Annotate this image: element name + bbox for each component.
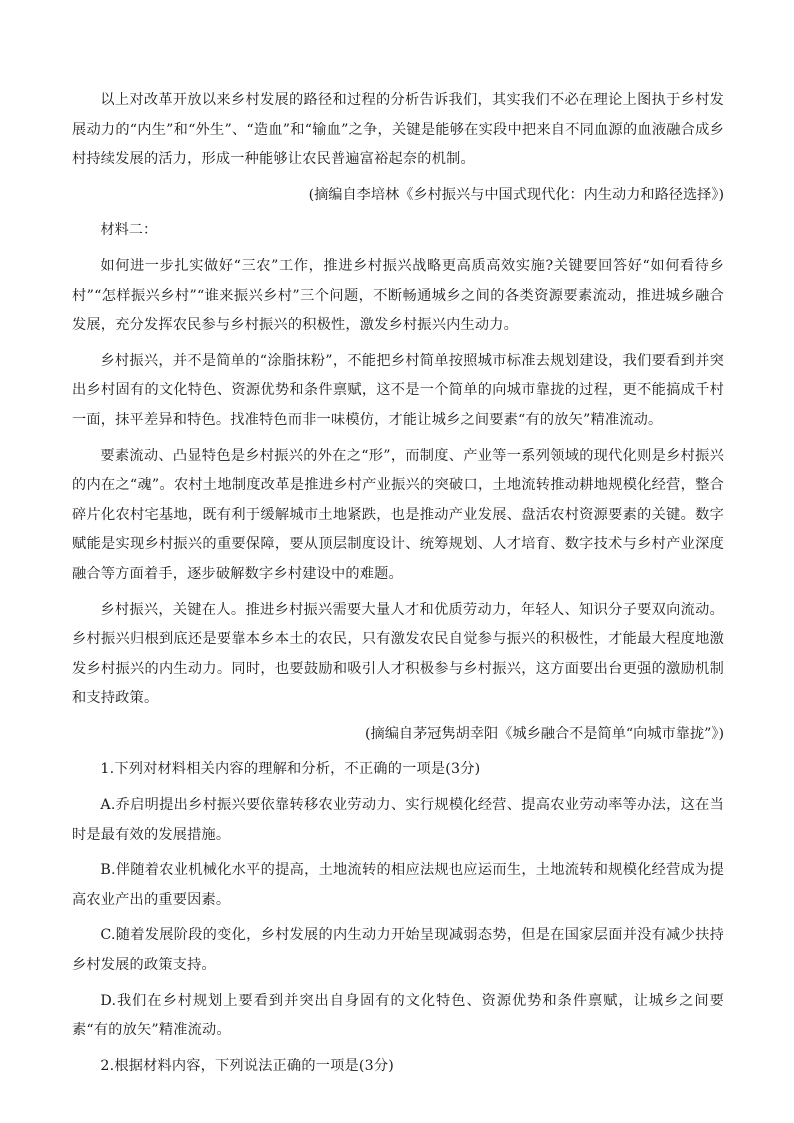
material-2-paragraph-1: 如何进一步扎实做好“三农”工作，推进乡村振兴战略更高质高效实施?关键要回答好“如何看待乡村”“怎样振兴乡村”“谁来振兴乡村”三个问题，不断畅通城乡之间的各类资源要素流动，推进城乡融合发展，充分发挥农民参与乡村振兴的积极性，激发乡村振兴内生动力。: [72, 257, 724, 334]
material-2-paragraph-2: 乡村振兴，并不是简单的“涂脂抹粉”，不能把乡村简单按照城市标准去规划建设，我们要看到并突出乡村固有的文化特色、资源优势和条件禀赋，这不是一个简单的向城市靠拢的过程，更不能搞成千村一面，抹平差异和特色。找准特色而非一味模仿，才能让城乡之间要素“有的放矢”精准流动。: [72, 352, 724, 428]
document-page: [72, 86, 724, 1087]
question-1-option-c: C.随着发展阶段的变化，乡村发展的内生动力开始呈现减弱态势，但是在国家层面并没有减少扶持乡村发展的政策支持。: [72, 927, 724, 974]
question-1-option-a: A.乔启明提出乡村振兴要依靠转移农业劳动力、实行规模化经营、提高农业劳动率等办法，这在当时是最有效的发展措施。: [72, 797, 724, 843]
source-citation-1: (摘编自李培林《乡村振兴与中国式现代化：内生动力和路径选择》): [308, 186, 724, 203]
material-2-paragraph-4: 乡村振兴，关键在人。推进乡村振兴需要大量人才和优质劳动力，年轻人、知识分子要双向流动。乡村振兴归根到底还是要靠本乡本土的农民，只有激发农民自觉参与振兴的积极性，才能最大程度地激发乡村振兴的内生动力。同时，也要鼓励和吸引人才积极参与乡村振兴，这方面要出台更强的激励机制和支持政策。: [72, 601, 724, 707]
material-2-paragraph-3: 要素流动、凸显特色是乡村振兴的外在之“形”，而制度、产业等一系列领域的现代化则是乡村振兴的内在之“魂”。农村土地制度改革是推进乡村产业振兴的突破口，土地流转推动耕地规模化经营，整合碎片化农村宅基地，既有利于缓解城市土地紧跌，也是推动产业发展、盘活农村资源要素的关键。数字赋能是实现乡村振兴的重要保障，要从顶层制度设计、统筹规划、人才培育、数字技术与乡村产业深度融合等方面着手，逐步破解数字乡村建设中的难题。: [72, 447, 724, 582]
source-citation-2: (摘编自茅冠隽胡幸阳《城乡融合不是简单“向城市靠拢”》): [365, 725, 724, 742]
paragraph-intro: 以上对改革开放以来乡村发展的路径和过程的分析告诉我们，其实我们不必在理论上图执于乡村发展动力的“内生”和“外生”、“造血”和“输血”之争，关键是能够在实段中把来自不同血源的血液融合成乡村持续发展的活力，形成一种能够让农民普遍富裕起奈的机制。: [72, 92, 724, 168]
question-2-stem: 2.根据材料内容，下列说法正确的一项是(3分): [100, 1057, 394, 1074]
material-2-label: 材料二：: [100, 222, 158, 239]
question-1-stem: 1.下列对材料相关内容的理解和分析，不正确的一项是(3分): [100, 761, 481, 778]
question-1-option-b: B.伴随着农业机械化水平的提高，土地流转的相应法规也应运而生，土地流转和规模化经营成为提高农业产出的重要因素。: [72, 862, 724, 908]
question-1-option-d: D.我们在乡村规划上要看到并突出自身固有的文化特色、资源优势和条件禀赋，让城乡之间要素“有的放矢”精准流动。: [72, 992, 724, 1039]
